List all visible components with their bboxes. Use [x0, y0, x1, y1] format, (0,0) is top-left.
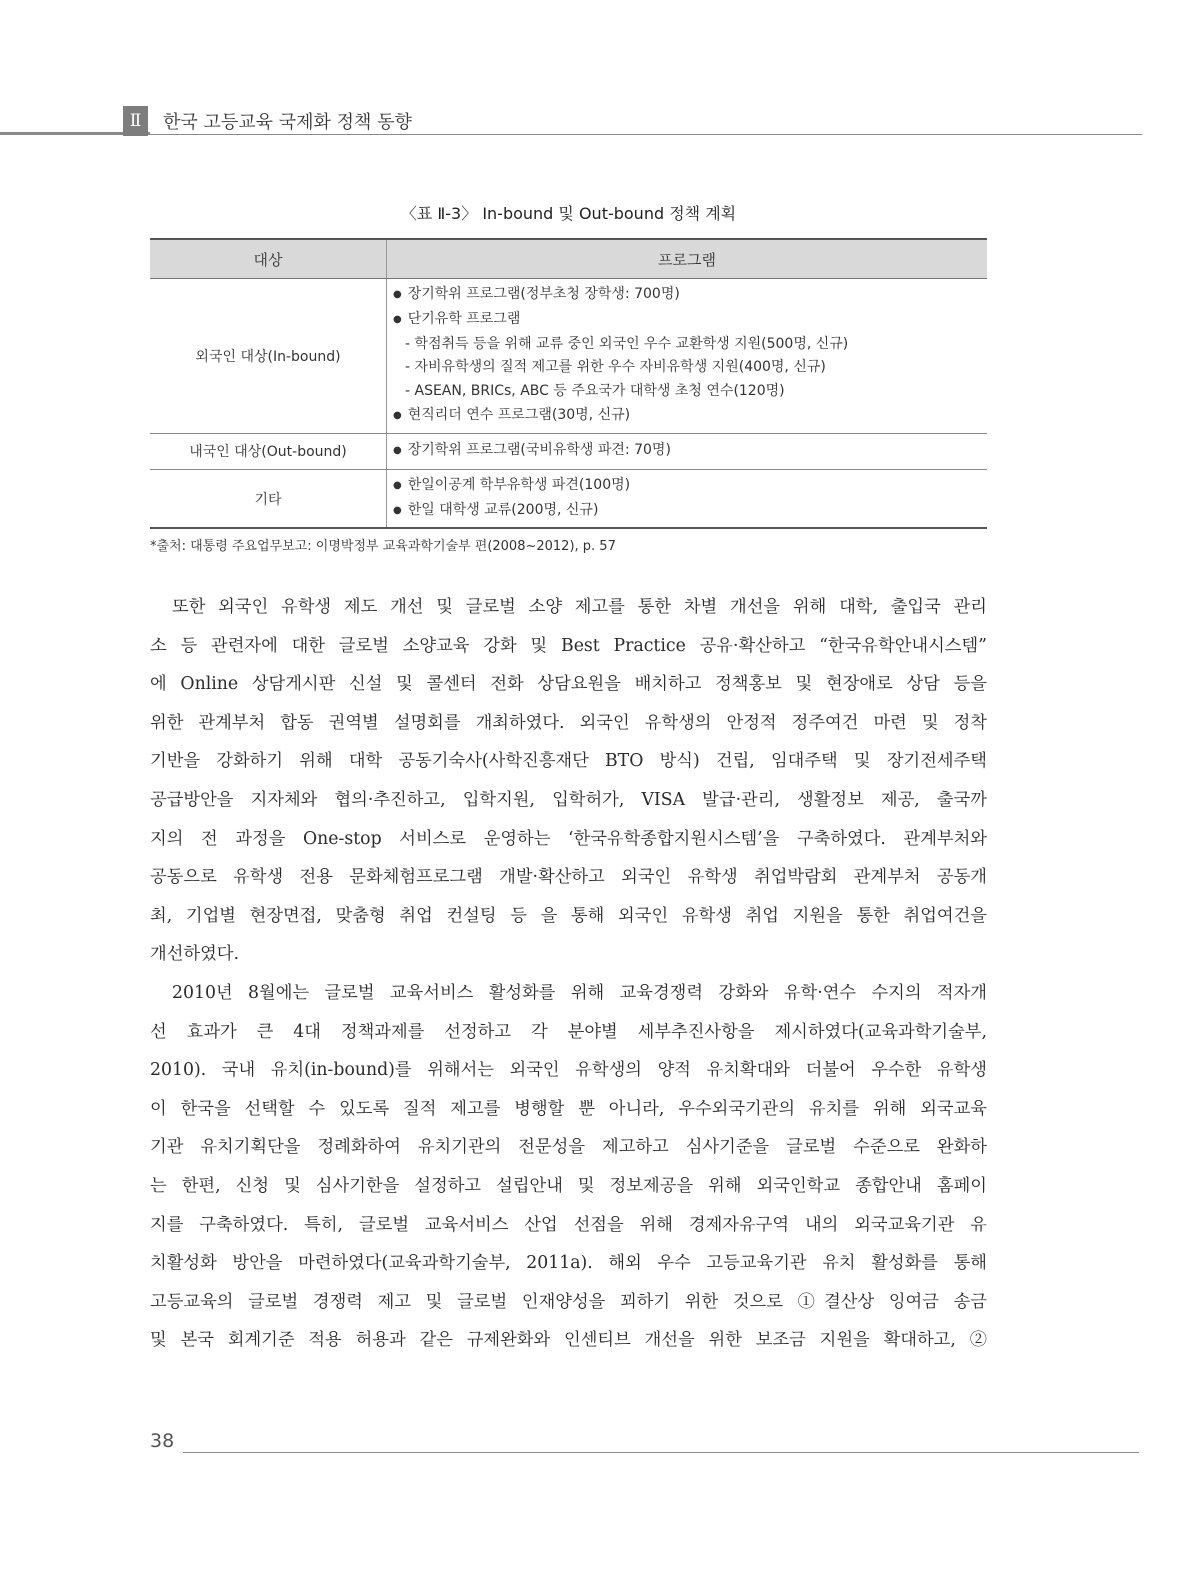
program-cell-inbound	[387, 279, 988, 434]
target-cell-other: 기타	[150, 469, 387, 528]
paragraph-line: 위한 관계부처 합동 권역별 설명회를 개최하였다. 외국인 유학생의 안정적 정주여건 마련 및 정착	[150, 712, 987, 733]
program-subline: - ASEAN, BRICs, ABC 등 주요국가 대학생 초청 연수(120명)	[405, 383, 785, 400]
paragraph-line: 공급방안을 지자체와 협의·추진하고, 입학지원, 입학허가, VISA 발급·관리, 생활정보 제공, 출국까	[150, 789, 987, 810]
program-line: ● 장기학위 프로그램(국비유학생 파견: 70명)	[393, 439, 987, 464]
paragraph-line: 치활성화 방안을 마련하였다(교육과학기술부, 2011a). 해외 우수 고등교육기관 유치 활성화를 통해	[150, 1253, 987, 1274]
program-cell-other	[387, 469, 988, 528]
page-number: 38	[150, 1430, 175, 1452]
column-header-target: 대상	[150, 239, 387, 279]
target-cell-inbound: 외국인 대상(In-bound)	[150, 279, 387, 434]
program-line: ● 한일이공계 학부유학생 파견(100명)	[393, 474, 987, 499]
chapter-number-badge: Ⅱ	[123, 106, 148, 136]
paragraph-line: 2010). 국내 유치(in-bound)를 위해서는 외국인 유학생의 양적 유치확대와 더불어 우수한 유학생	[150, 1060, 987, 1081]
paragraph-line: 에 Online 상담게시판 신설 및 콜센터 전화 상담요원을 배치하고 정책홍보 및 현장애로 상담 등을	[150, 674, 987, 695]
paragraph-line: 기반을 강화하기 위해 대학 공동기숙사(사학진흥재단 BTO 방식) 건립, 임대주택 및 장기전세주택	[150, 751, 987, 772]
paragraph-line: 및 본국 회계기준 적용 허용과 같은 규제완화와 인센티브 개선을 위한 보조금 지원을 확대하고, ②	[150, 1330, 987, 1351]
program-line: ● 장기학위 프로그램(정부초청 장학생: 700명)	[393, 283, 987, 308]
paragraph-line: 2010년 8월에는 글로벌 교육서비스 활성화를 위해 교육경쟁력 강화와 유학·연수 수지의 적자개	[172, 982, 987, 1003]
paragraph-line: 지의 전 과정을 One-stop 서비스로 운영하는 ‘한국유학종합지원시스템’을 구축하였다. 관계부처와	[150, 828, 987, 849]
policy-table	[150, 238, 987, 529]
chapter-title: 한국 고등교육 국제화 정책 동향	[163, 112, 412, 133]
table-row	[150, 433, 987, 469]
paragraph-line: 는 한편, 신청 및 심사기한을 설정하고 설립안내 및 정보제공을 위해 외국인학교 종합안내 홈페이	[150, 1175, 987, 1196]
paragraph-line: 기관 유치기획단을 정례화하여 유치기관의 전문성을 제고하고 심사기준을 글로벌 수준으로 완화하	[150, 1137, 987, 1158]
program-subline: - 자비유학생의 질적 제고를 위한 우수 자비유학생 지원(400명, 신규)	[405, 359, 826, 376]
paragraph-line: 이 한국을 선택할 수 있도록 질적 제고를 병행할 뿐 아니라, 우수외국기관의 유치를 위해 외국교육	[150, 1098, 987, 1119]
table-source-note: *출처: 대통령 주요업무보고: 이명박정부 교육과학기술부 편(2008~2012), p. 57	[150, 539, 616, 554]
target-cell-outbound: 내국인 대상(Out-bound)	[150, 433, 387, 469]
paragraph-line: 공동으로 유학생 전용 문화체험프로그램 개발·확산하고 외국인 유학생 취업박람회 관계부처 공동개	[150, 867, 987, 888]
paragraph-line: 고등교육의 글로벌 경쟁력 제고 및 글로벌 인재양성을 꾀하기 위한 것으로 ①결산상 잉여금 송금	[150, 1291, 987, 1312]
paragraph-line: 최, 기업별 현장면접, 맞춤형 취업 컨설팅 등 을 통해 외국인 유학생 취업 지원을 통한 취업여건을	[150, 905, 987, 926]
program-line: ● 현직리더 연수 프로그램(30명, 신규)	[393, 404, 987, 429]
table-header-row	[150, 239, 987, 279]
paragraph-line: 소 등 관련자에 대한 글로벌 소양교육 강화 및 Best Practice 공유·확산하고 “한국유학안내시스템”	[150, 635, 987, 656]
program-cell-outbound	[387, 433, 988, 469]
body-text	[150, 588, 987, 1360]
paragraph-line: 또한 외국인 유학생 제도 개선 및 글로벌 소양 제고를 통한 차별 개선을 위해 대학, 출입국 관리	[172, 597, 987, 617]
paragraph-line: 개선하였다.	[150, 944, 239, 965]
program-subline: - 학점취득 등을 위해 교류 중인 외국인 우수 교환학생 지원(500명, 신규)	[405, 335, 849, 352]
table-row	[150, 279, 987, 434]
footer-rule	[183, 1452, 1139, 1453]
program-line: ● 한일 대학생 교류(200명, 신규)	[393, 499, 987, 524]
paragraph-line: 지를 구축하였다. 특히, 글로벌 교육서비스 산업 선점을 위해 경제자유구역 내의 외국교육기관 유	[150, 1214, 987, 1235]
program-line: ● 단기유학 프로그램	[393, 308, 987, 333]
header-rule	[0, 134, 1142, 135]
paragraph-line: 선 효과가 큰 4대 정책과제를 선정하고 각 분야별 세부추진사항을 제시하였다(교육과학기술부,	[150, 1021, 987, 1042]
table-caption: 〈표 Ⅱ-3〉 In-bound 및 Out-bound 정책 계획	[400, 204, 737, 223]
column-header-program: 프로그램	[387, 239, 988, 279]
table-row	[150, 469, 987, 528]
